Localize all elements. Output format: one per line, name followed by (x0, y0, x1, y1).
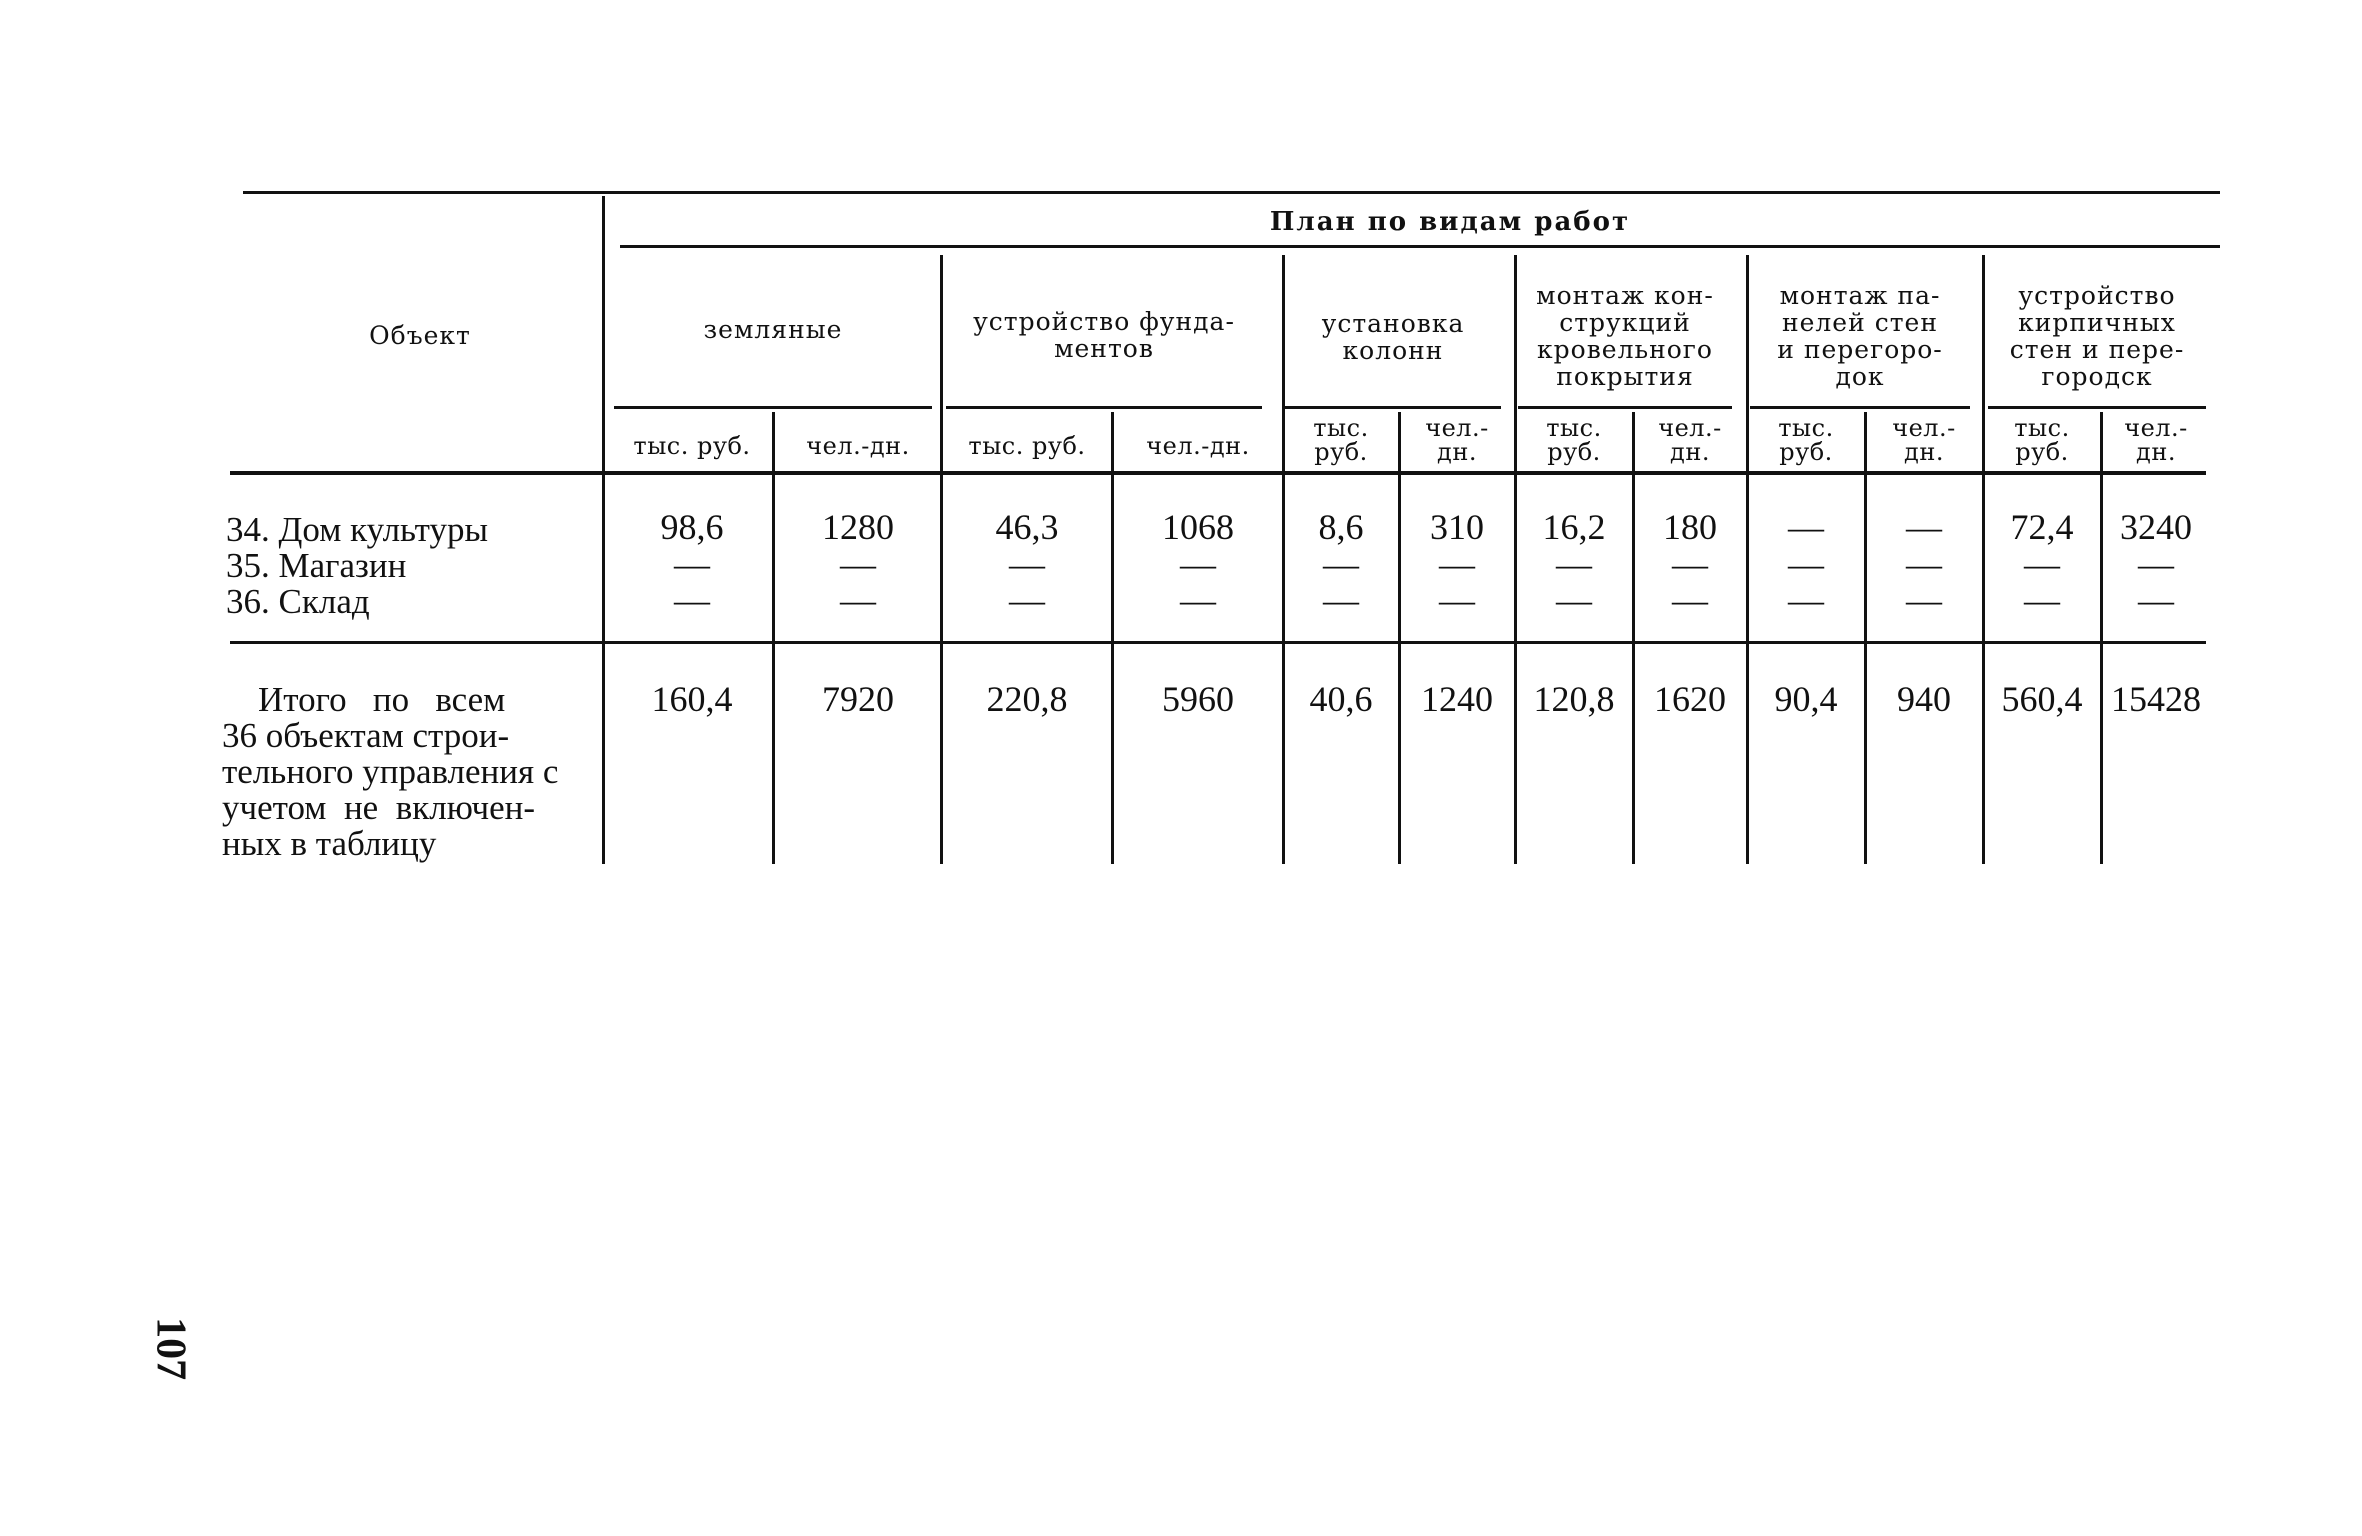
group-rule-2 (940, 255, 943, 864)
sub-rule-3 (1398, 412, 1401, 864)
worktype-columns: установка колонн (1321, 309, 1465, 365)
cell: — (1439, 544, 1475, 584)
cell: — (2138, 544, 2174, 584)
cell: — (1906, 507, 1942, 547)
total-line-1: Итого по всем (258, 680, 506, 719)
row-name-34: 34. Дом культуры (226, 510, 489, 549)
total-cell: 1620 (1654, 679, 1726, 719)
sub-rule-1 (772, 412, 775, 864)
total-line-2: 36 объектам строи- (222, 716, 510, 755)
total-line-3: тельного управления с (222, 752, 559, 791)
table-top-rule (243, 191, 2220, 194)
plan-header-rule (620, 245, 2220, 248)
unit-rub-2: тыс. руб. (968, 432, 1086, 460)
total-cell: 1240 (1421, 679, 1493, 719)
cell: — (2024, 544, 2060, 584)
unit-rub-3: тыс. руб. (1313, 414, 1369, 466)
cell: 98,6 (660, 507, 724, 547)
unit-rub-5: тыс. руб. (1778, 414, 1834, 466)
cell: — (1323, 580, 1359, 620)
total-cell: 560,4 (2001, 679, 2083, 719)
rows-bottom-rule (230, 641, 2206, 644)
sub-rule-5 (1864, 412, 1867, 864)
object-col-rule (602, 196, 605, 864)
cell: 180 (1663, 507, 1717, 547)
unit-rub-1: тыс. руб. (633, 432, 751, 460)
group-rule-6 (1982, 255, 1985, 864)
total-cell: 90,4 (1774, 679, 1838, 719)
unit-days-5: чел.- дн. (1892, 414, 1956, 466)
worktype-rule-6 (1988, 406, 2206, 409)
group-rule-4 (1514, 255, 1517, 864)
page-number: 107 (147, 1317, 194, 1381)
worktype-rule-3 (1285, 406, 1501, 409)
cell: 46,3 (995, 507, 1059, 547)
unit-days-4: чел.- дн. (1658, 414, 1722, 466)
cell: — (2024, 580, 2060, 620)
cell: — (1672, 544, 1708, 584)
cell: — (674, 544, 710, 584)
cell: 1068 (1162, 507, 1234, 547)
worktype-foundations: устройство фунда- ментов (973, 307, 1235, 363)
cell: — (1180, 544, 1216, 584)
cell: — (674, 580, 710, 620)
sub-rule-2 (1111, 412, 1114, 864)
cell: — (1556, 544, 1592, 584)
unit-days-1: чел.-дн. (806, 432, 910, 460)
total-line-5: ных в таблицу (222, 824, 437, 863)
cell: 16,2 (1542, 507, 1606, 547)
object-header: Объект (369, 321, 471, 350)
cell: 3240 (2120, 507, 2192, 547)
cell: — (1788, 507, 1824, 547)
header-bottom-rule (230, 471, 2206, 475)
total-cell: 120,8 (1533, 679, 1615, 719)
total-cell: 7920 (822, 679, 894, 719)
unit-rub-6: тыс. руб. (2014, 414, 2070, 466)
cell: — (1906, 580, 1942, 620)
total-cell: 940 (1897, 679, 1951, 719)
unit-days-6: чел.- дн. (2124, 414, 2188, 466)
cell: — (1009, 580, 1045, 620)
cell: — (1788, 580, 1824, 620)
cell: 310 (1430, 507, 1484, 547)
worktype-roof: монтаж кон- струкций кровельного покрытия (1536, 281, 1714, 391)
worktype-rule-4 (1518, 406, 1732, 409)
total-line-4: учетом не включен- (222, 788, 536, 827)
sub-rule-4 (1632, 412, 1635, 864)
cell: — (1672, 580, 1708, 620)
cell: — (1009, 544, 1045, 584)
sub-rule-6 (2100, 412, 2103, 864)
cell: 1280 (822, 507, 894, 547)
worktype-earthworks: земляные (703, 315, 843, 344)
cell: — (840, 580, 876, 620)
worktype-panels: монтаж па- нелей стен и перегоро- док (1777, 281, 1943, 391)
cell: 8,6 (1318, 507, 1364, 547)
cell: — (1323, 544, 1359, 584)
worktype-rule-1 (614, 406, 932, 409)
total-cell: 5960 (1162, 679, 1234, 719)
worktype-brick: устройство кирпичных стен и пере- городск (2009, 281, 2185, 391)
unit-days-2: чел.-дн. (1146, 432, 1250, 460)
cell: 72,4 (2010, 507, 2074, 547)
cell: — (1180, 580, 1216, 620)
cell: — (1556, 580, 1592, 620)
worktype-rule-5 (1750, 406, 1970, 409)
cell: — (1439, 580, 1475, 620)
group-rule-5 (1746, 255, 1749, 864)
total-cell: 40,6 (1309, 679, 1373, 719)
cell: — (2138, 580, 2174, 620)
total-cell: 160,4 (651, 679, 733, 719)
plan-header: План по видам работ (1269, 207, 1631, 237)
total-cell: 15428 (2111, 679, 2201, 719)
cell: — (1906, 544, 1942, 584)
unit-days-3: чел.- дн. (1425, 414, 1489, 466)
row-name-35: 35. Магазин (226, 546, 407, 585)
total-cell: 220,8 (986, 679, 1068, 719)
row-name-36: 36. Склад (226, 582, 370, 621)
cell: — (1788, 544, 1824, 584)
unit-rub-4: тыс. руб. (1546, 414, 1602, 466)
worktype-rule-2 (946, 406, 1262, 409)
cell: — (840, 544, 876, 584)
